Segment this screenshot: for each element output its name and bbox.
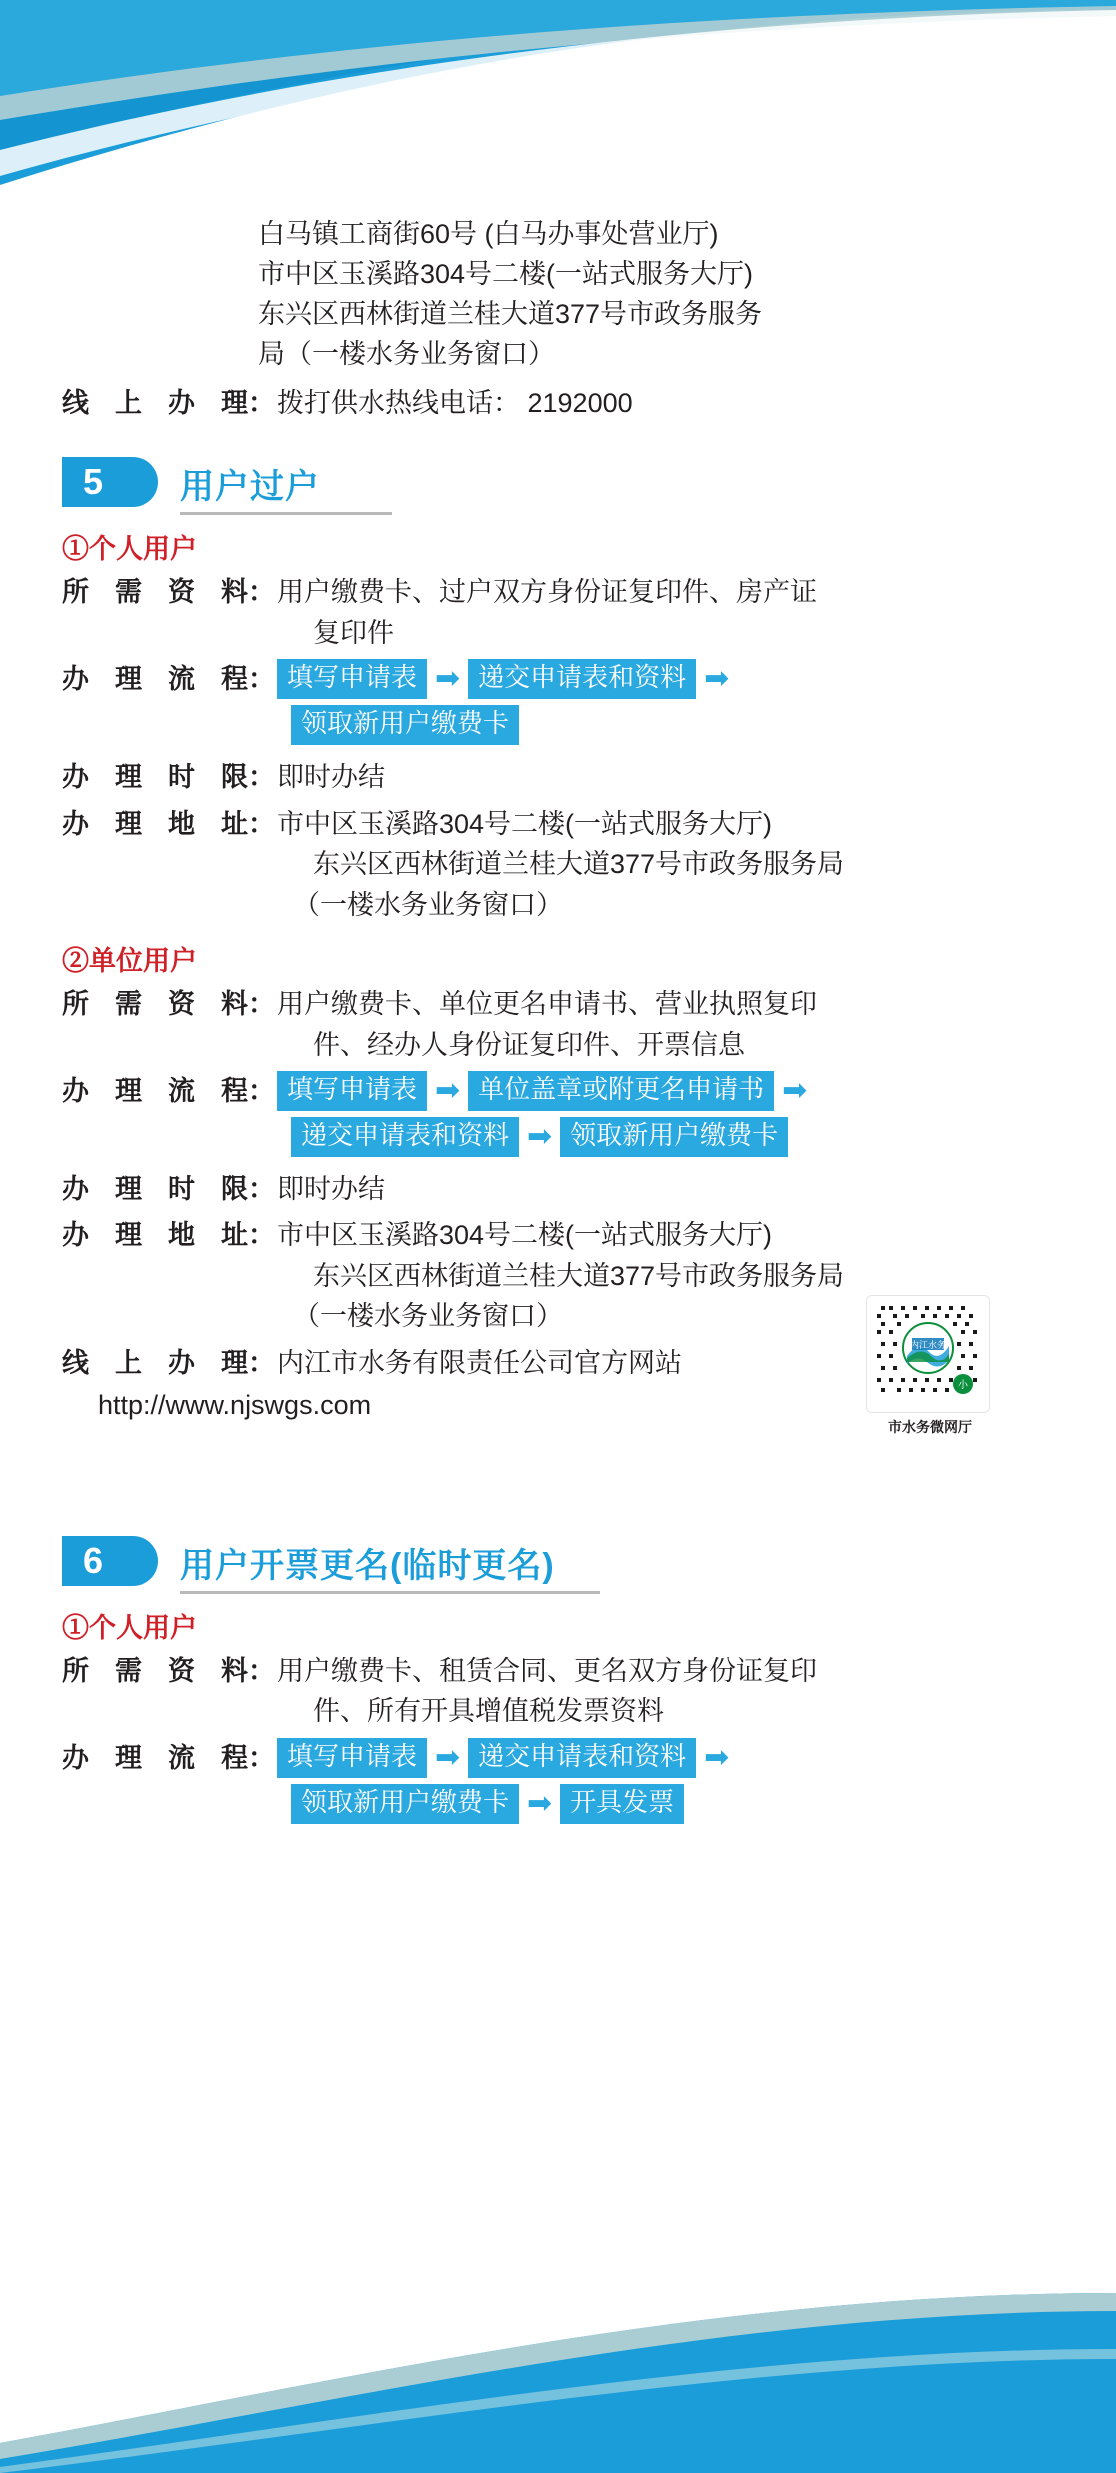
flow-line [277, 705, 1058, 745]
row-colon: ： [248, 808, 275, 839]
row-label: 办理地址 [62, 808, 248, 839]
value-line: 用户缴费卡、租赁合同、更名双方身份证复印 [277, 1655, 817, 1686]
flow-step: 递交申请表和资料 [468, 1738, 696, 1778]
materials-row [62, 984, 1058, 1065]
arrow-right-icon: ➡ [527, 1786, 553, 1820]
row-colon: ： [248, 577, 275, 608]
row-colon: ： [248, 1742, 275, 1773]
bottom-decoration [0, 2143, 1116, 2473]
row-value: 即时办结 [277, 762, 385, 793]
arrow-right-icon: ➡ [782, 1074, 808, 1108]
subsection-heading: ①个人用户 [62, 1612, 197, 1643]
flow-line [277, 659, 1058, 699]
row-label: 线上办理 [62, 1347, 248, 1378]
value-line: 市中区玉溪路304号二楼(一站式服务大厅) [277, 1220, 773, 1251]
section-underline [180, 512, 392, 515]
row-colon: ： [248, 1655, 275, 1686]
qr-code-caption: 市水务微网厅 [888, 1418, 972, 1435]
subsection-heading: ①个人用户 [62, 534, 197, 565]
section-title: 用户开票更名(临时更名) [180, 1546, 555, 1585]
section-number-tail [124, 1536, 158, 1586]
bottom-decoration-svg [0, 2143, 1116, 2473]
row-value [275, 804, 1058, 926]
value-line: 内江市水务有限责任公司官方网站 [277, 1347, 682, 1378]
row-colon: ： [248, 1347, 275, 1378]
row-colon: ： [248, 1076, 275, 1107]
section-number-tail [124, 457, 158, 507]
row-label: 所需资料 [62, 989, 248, 1020]
arrow-right-icon: ➡ [435, 662, 461, 696]
row-label: 所需资料 [62, 577, 248, 608]
subsection-heading: ②单位用户 [62, 946, 197, 977]
row-value [275, 572, 1058, 653]
timelimit-row [62, 757, 1058, 798]
process-flow [275, 1071, 1058, 1163]
section-heading-6 [62, 1536, 1058, 1592]
section-number: 6 [62, 1536, 124, 1586]
row-label: 办理时限 [62, 762, 248, 793]
value-line: （一楼水务业务窗口） [293, 1301, 563, 1332]
row-value: 拨打供水热线电话： 2192000 [277, 387, 633, 418]
qr-code-svg [867, 1296, 989, 1412]
flow-step: 单位盖章或附更名申请书 [468, 1071, 774, 1111]
row-label: 所需资料 [62, 1655, 248, 1686]
arrow-right-icon: ➡ [527, 1119, 553, 1153]
row-value [275, 1651, 1058, 1732]
row-value: 即时办结 [277, 1173, 385, 1204]
row-colon: ： [248, 762, 275, 793]
value-line: （一楼水务业务窗口） [293, 889, 563, 920]
address-line: 局（一楼水务业务窗口） [258, 338, 555, 369]
flow-line [277, 1071, 1058, 1111]
flow-line [277, 1738, 1058, 1778]
arrow-right-icon: ➡ [435, 1740, 461, 1774]
flow-step: 领取新用户缴费卡 [291, 705, 519, 745]
flow-step: 领取新用户缴费卡 [560, 1117, 788, 1157]
svg-text:内江水务: 内江水务 [909, 1339, 947, 1350]
value-line: 用户缴费卡、单位更名申请书、营业执照复印 [277, 989, 817, 1020]
arrow-right-icon: ➡ [435, 1074, 461, 1108]
value-line: 件、所有开具增值税发票资料 [313, 1696, 664, 1727]
value-line: 复印件 [313, 617, 394, 648]
process-row [62, 1071, 1058, 1163]
row-label: 办理地址 [62, 1220, 248, 1251]
flow-step: 填写申请表 [277, 1071, 427, 1111]
top-decoration [0, 0, 1116, 230]
timelimit-row [62, 1169, 1058, 1210]
row-label: 办理时限 [62, 1173, 248, 1204]
process-row [62, 659, 1058, 751]
value-line: 用户缴费卡、过户双方身份证复印件、房产证 [277, 577, 817, 608]
qr-code-image [866, 1295, 990, 1413]
address-line: 市中区玉溪路304号二楼(一站式服务大厅) [258, 258, 754, 289]
address-row [62, 804, 1058, 926]
flow-step: 填写申请表 [277, 659, 427, 699]
address-line: 东兴区西林街道兰桂大道377号市政务服务 [258, 298, 763, 329]
website-url[interactable]: http://www.njswgs.com [98, 1390, 372, 1421]
row-label: 办理流程 [62, 1742, 248, 1773]
row-label: 办理流程 [62, 664, 248, 695]
top-address-block [62, 215, 1058, 375]
value-line: 东兴区西林街道兰桂大道377号市政务服务局 [313, 849, 845, 880]
materials-row [62, 572, 1058, 653]
arrow-right-icon: ➡ [704, 662, 730, 696]
row-label: 办理流程 [62, 1076, 248, 1107]
row-colon: ： [248, 1220, 275, 1251]
process-row [62, 1738, 1058, 1830]
value-line: 件、经办人身份证复印件、开票信息 [313, 1029, 745, 1060]
row-colon: ： [248, 387, 275, 418]
flow-line [277, 1117, 1058, 1157]
materials-row [62, 1651, 1058, 1732]
svg-text:小: 小 [958, 1379, 968, 1391]
process-flow [275, 659, 1058, 751]
section-title: 用户过户 [180, 468, 320, 507]
qr-code-block [866, 1295, 994, 1437]
flow-step: 领取新用户缴费卡 [291, 1784, 519, 1824]
flow-line [277, 1784, 1058, 1824]
arrow-right-icon: ➡ [704, 1740, 730, 1774]
document-content [0, 215, 1116, 1830]
online-service-row [62, 383, 1058, 424]
row-label: 线上办理 [62, 387, 248, 418]
process-flow [275, 1738, 1058, 1830]
flow-step: 开具发票 [560, 1784, 684, 1824]
section-heading-5 [62, 457, 1058, 513]
row-value [275, 984, 1058, 1065]
flow-step: 递交申请表和资料 [468, 659, 696, 699]
value-line: 市中区玉溪路304号二楼(一站式服务大厅) [277, 808, 773, 839]
address-line: 白马镇工商街60号 (白马办事处营业厅) [258, 219, 719, 249]
row-colon: ： [248, 664, 275, 695]
top-decoration-svg [0, 0, 1116, 230]
section-underline [180, 1591, 600, 1594]
flow-step: 填写申请表 [277, 1738, 427, 1778]
value-line: 东兴区西林街道兰桂大道377号市政务服务局 [313, 1260, 845, 1291]
flow-step: 递交申请表和资料 [291, 1117, 519, 1157]
row-colon: ： [248, 989, 275, 1020]
section-number: 5 [62, 457, 124, 507]
row-colon: ： [248, 1173, 275, 1204]
